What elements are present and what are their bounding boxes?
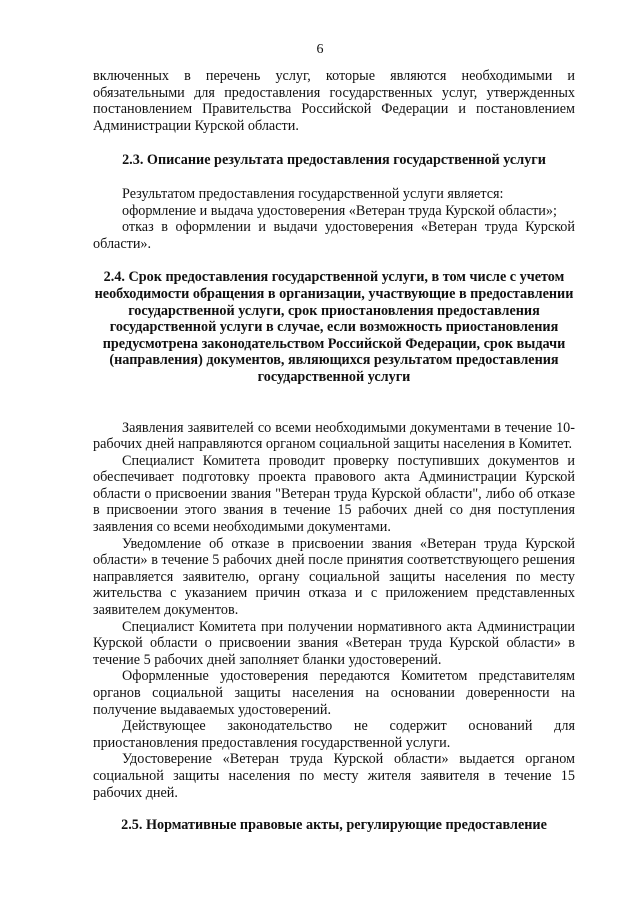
section-2-4-paragraph: Удостоверение «Ветеран труда Курской области» выдается органом социальной защиты населения по месту жителя заявителя в течение 15 рабочих дней. — [93, 751, 575, 801]
section-2-3-paragraph: оформление и выдача удостоверения «Ветеран труда Курской области»; — [122, 202, 557, 219]
section-2-4-paragraph: Специалист Комитета при получении нормативного акта Администрации Курской области о присвоении звания «Ветеран труда Курской области» в течение 5 рабочих дней заполняет бланки удостоверений. — [93, 618, 575, 668]
section-2-4-paragraph: Заявления заявителей со всеми необходимыми документами в течение 10-рабочих дней направляются органом социальной защиты населения в Комитет. — [93, 419, 575, 453]
section-2-5-heading: 2.5. Нормативные правовые акты, регулирующие предоставление — [121, 817, 547, 834]
section-2-4-paragraph: Действующее законодательство не содержит оснований для приостановления предоставления государственной услуги. — [93, 718, 575, 751]
section-2-3-paragraph: Результатом предоставления государственной услуги является: — [122, 185, 504, 202]
section-2-4-paragraph: Оформленные удостоверения передаются Комитетом представителям органов социальной защиты населения на основании доверенности на получение выдаваемых удостоверений. — [93, 668, 575, 718]
page-number: 6 — [316, 42, 324, 57]
section-2-4-heading: 2.4. Срок предоставления государственной услуги, в том числе с учетом необходимости обращения в организации, участвующие в предоставлении государственной услуги, срок приостановления предоставления государственной услуги в случае, если возможность приостановления предусмотрена законодательством Российской Федерации, срок выдачи (направления) документов, являющихся результатом предоставления государственной услуги — [94, 269, 574, 385]
section-2-3-paragraph: отказ в оформлении и выдачи удостоверения «Ветеран труда Курской области». — [93, 219, 575, 252]
intro-paragraph: включенных в перечень услуг, которые являются необходимыми и обязательными для предоставления государственных услуг, утвержденных постановлением Правительства Российской Федерации и постановлением Администрации Курской области. — [93, 68, 575, 134]
section-2-4-paragraph: Специалист Комитета проводит проверку поступивших документов и обеспечивает подготовку проекта правового акта Администрации Курской области о присвоении звания "Ветеран труда Курской области", либо об отказе в присвоении этого звания в течение 15 рабочих дней со дня поступления заявления со всеми необходимыми документами. — [93, 452, 575, 536]
section-2-4-paragraph: Уведомление об отказе в присвоении звания «Ветеран труда Курской области» в течение 5 рабочих дней после принятия соответствующего решения направляется заявителю, органу социальной защиты населения по месту жительства с указанием причин отказа и с приложением представленных заявителем документов. — [93, 535, 575, 619]
document-body — [93, 68, 575, 834]
section-2-3-heading: 2.3. Описание результата предоставления государственной услуги — [122, 152, 546, 169]
